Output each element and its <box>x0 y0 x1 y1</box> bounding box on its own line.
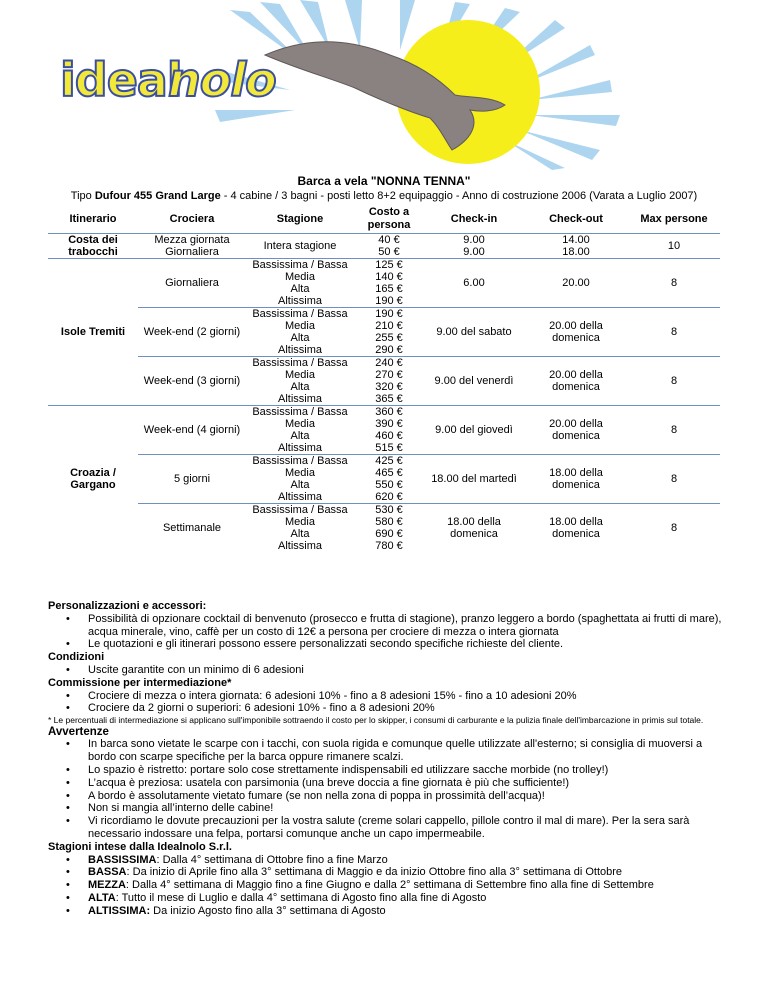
heading-commissione: Commissione per intermediazione* <box>48 676 232 689</box>
cell-checkout: 20.00 della domenica <box>524 357 628 406</box>
list-personalizzazioni <box>48 613 728 651</box>
cell-max: 8 <box>628 308 720 357</box>
list-item: • Lo spazio è ristretto: portare solo cose strettamente indispensabili ed utilizzare sacche morbide (no trolley!) <box>48 764 728 777</box>
list-item: • Possibilità di opzionare cocktail di benvenuto (prosecco e frutta di stagione), pranzo leggero a bordo (spaghettata ai frutti di mare), acqua minerale, vino, caffè per un costo di 12€ a persona per crociere di mezza o intera giornata <box>48 613 728 639</box>
list-item: • ALTA: Tutto il mese di Luglio e dalla 4° settimana di Agosto fino alla fine di Agosto <box>48 892 728 905</box>
cell-stagione: Media <box>285 467 315 479</box>
cell-stagione: Altissima <box>246 295 354 308</box>
header-logo-area <box>0 0 768 170</box>
cell-checkin: 9.00 del venerdì <box>424 357 524 406</box>
cell-stagione: Bassissima / Bassa <box>252 504 348 516</box>
list-item: • Vi ricordiamo le dovute precauzioni per la vostra salute (creme solari cappello, pillole contro il mal di mare). Per la sera sarà necessario indossare una felpa, portarsi comunque anche un capo impermeabile. <box>48 815 728 841</box>
cell-stagione: Alta <box>290 479 310 491</box>
header-costo: Costo a persona <box>354 205 424 234</box>
cell-costo: 780 € <box>375 540 403 552</box>
cell-checkin: 9.00 <box>424 246 524 259</box>
list-item: • Crociere da 2 giorni o superiori: 6 adesioni 10% - fino a 8 adesioni 20% <box>48 702 728 715</box>
table-row <box>48 259 720 272</box>
table-row <box>48 234 720 247</box>
heading-condizioni: Condizioni <box>48 651 105 664</box>
boat-model: Dufour 455 Grand Large <box>94 190 221 202</box>
header-max: Max persone <box>628 205 720 234</box>
table-row <box>48 357 720 370</box>
table-row <box>48 308 720 321</box>
cell-stagione: Altissima <box>246 491 354 504</box>
cell-checkout: 18.00 della domenica <box>549 516 603 540</box>
idealnolo-logo <box>0 0 768 170</box>
cell-costo: 320 € <box>375 381 403 393</box>
cell-stagione: Media <box>285 418 315 430</box>
cell-itinerario: Costa dei trabocchi <box>48 234 138 259</box>
cell-checkout: 20.00 <box>524 259 628 308</box>
heading-personalizzazioni: Personalizzazioni e accessori: <box>48 600 207 612</box>
list-item: • L’acqua è preziosa: usatela con parsimonia (una breve doccia a fine giornata è più che sufficiente!) <box>48 777 728 790</box>
cell-stagione: Media <box>285 516 315 528</box>
cell-checkin: 9.00 del sabato <box>424 308 524 357</box>
list-item: • BASSISSIMA: Dalla 4° settimana di Ottobre fino a fine Marzo <box>48 854 728 867</box>
cell-crociera: Week-end (3 giorni) <box>138 357 246 406</box>
cell-checkout: 18.00 della domenica <box>524 455 628 504</box>
cell-costo: 690 € <box>375 528 403 540</box>
cell-costo: 140 € <box>375 271 403 283</box>
price-table <box>48 205 720 552</box>
list-item: • Non si mangia all’interno delle cabine! <box>48 802 728 815</box>
footnote: * Le percentuali di intermediazione si applicano sull'imponibile sottraendo il costo per lo skipper, i consumi di carburante e la pulizia finale dell'imbarcazione in primis sul totale. <box>48 715 704 726</box>
cell-stagione: Alta <box>290 430 310 442</box>
list-item: • BASSA: Da inizio di Aprile fino alla 3° settimana di Maggio e da inizio Ottobre fino alla 3° settimana di Ottobre <box>48 866 728 879</box>
list-item: • MEZZA: Dalla 4° settimana di Maggio fino a fine Giugno e dalla 2° settimana di Settembre fino alla fine di Settembre <box>48 879 728 892</box>
cell-max: 8 <box>670 522 678 534</box>
list-item: • Le quotazioni e gli itinerari possono essere personalizzati secondo specifiche richieste del cliente. <box>48 638 728 651</box>
cell-crociera: Week-end (2 giorni) <box>138 308 246 357</box>
table-row <box>48 455 720 468</box>
cell-costo: 190 € <box>375 308 403 320</box>
list-item: • In barca sono vietate le scarpe con i tacchi, con suola rigida e comunque quelle utilizzate all'esterno; si consiglia di muoversi a bordo con scarpe specifiche per la barca oppure rimanere scalzi. <box>48 738 728 764</box>
logo-text-ideal: ideal <box>60 53 182 107</box>
cell-max: 8 <box>628 406 720 455</box>
cell-checkin: 6.00 <box>424 259 524 308</box>
header-itinerario: Itinerario <box>48 205 138 234</box>
table-row <box>48 406 720 419</box>
cell-max: 8 <box>628 259 720 308</box>
cell-stagione: Alta <box>290 283 310 295</box>
cell-crociera: 5 giorni <box>138 455 246 504</box>
cell-stagione: Bassissima / Bassa <box>252 357 348 369</box>
table-header-row <box>48 205 720 234</box>
cell-stagione: Alta <box>290 332 310 344</box>
cell-costo: 270 € <box>375 369 403 381</box>
list-avvertenze <box>48 738 728 840</box>
cell-stagione: Bassissima / Bassa <box>252 455 348 467</box>
cell-costo: 290 € <box>354 344 424 357</box>
cell-stagione: Bassissima / Bassa <box>252 259 348 271</box>
cell-costo: 465 € <box>375 467 403 479</box>
header-checkout: Check-out <box>524 205 628 234</box>
cell-checkin: 18.00 del martedì <box>424 455 524 504</box>
cell-stagione: Alta <box>290 381 310 393</box>
header-crociera: Crociera <box>138 205 246 234</box>
list-condizioni <box>48 664 728 677</box>
cell-costo: 620 € <box>354 491 424 504</box>
cell-checkout: 20.00 della domenica <box>524 308 628 357</box>
cell-costo: 125 € <box>375 259 403 271</box>
cell-crociera: Settimanale <box>162 522 222 534</box>
heading-stagioni: Stagioni intese dalla Idealnolo S.r.l. <box>48 840 232 853</box>
cell-stagione: Media <box>285 320 315 332</box>
cell-max: 8 <box>628 455 720 504</box>
list-item: • A bordo è assolutamente vietato fumare (se non nella zona di poppa in prossimità dell’acqua)! <box>48 790 728 803</box>
cell-stagione: Media <box>285 369 315 381</box>
list-commissione <box>48 690 728 716</box>
cell-stagione: Bassissima / Bassa <box>252 308 348 320</box>
notes-section <box>48 600 728 918</box>
cell-checkout: 14.00 <box>562 234 590 246</box>
list-item: • ALTISSIMA: Da inizio Agosto fino alla 3° settimana di Agosto <box>48 905 728 918</box>
cell-stagione: Alta <box>290 528 310 540</box>
cell-costo: 530 € <box>375 504 403 516</box>
table-row <box>48 246 720 259</box>
cell-costo: 425 € <box>375 455 403 467</box>
cell-costo: 390 € <box>375 418 403 430</box>
document-subtitle: Tipo Dufour 455 Grand Large - 4 cabine / 3 bagni - posti letto 8+2 equipaggio - Anno di costruzione 2006 (Varata a Luglio 2007) <box>70 190 698 202</box>
logo-text-nolo: nolo <box>168 53 276 107</box>
cell-costo: 210 € <box>375 320 403 332</box>
cell-crociera: Week-end (4 giorni) <box>138 406 246 455</box>
cell-checkin: 18.00 della domenica <box>447 516 501 540</box>
cell-costo: 515 € <box>354 442 424 455</box>
cell-itinerario: Croazia / Gargano <box>70 467 116 491</box>
cell-crociera: Giornaliera <box>138 246 246 259</box>
list-stagioni <box>48 854 728 918</box>
cell-costo: 190 € <box>354 295 424 308</box>
table-row <box>48 504 720 517</box>
cell-costo: 550 € <box>375 479 403 491</box>
cell-max: 10 <box>628 234 720 259</box>
cell-checkin: 9.00 del giovedì <box>424 406 524 455</box>
cell-stagione: Altissima <box>277 540 322 552</box>
cell-costo: 365 € <box>354 393 424 406</box>
list-item: • Uscite garantite con un minimo di 6 adesioni <box>48 664 728 677</box>
cell-stagione: Altissima <box>246 344 354 357</box>
cell-crociera: Mezza giornata <box>154 234 230 246</box>
cell-itinerario: Isole Tremiti <box>48 259 138 406</box>
cell-costo: 40 € <box>378 234 400 246</box>
cell-costo: 165 € <box>375 283 403 295</box>
cell-costo: 50 € <box>354 246 424 259</box>
list-item: • Crociere di mezza o intera giornata: 6 adesioni 10% - fino a 8 adesioni 15% - fino a 10 adesioni 20% <box>48 690 728 703</box>
heading-avvertenze: Avvertenze <box>48 725 109 738</box>
cell-costo: 255 € <box>375 332 403 344</box>
header-checkin: Check-in <box>424 205 524 234</box>
cell-stagione: Media <box>285 271 315 283</box>
cell-costo: 360 € <box>375 406 403 418</box>
cell-costo: 580 € <box>375 516 403 528</box>
cell-checkout: 20.00 della domenica <box>524 406 628 455</box>
cell-stagione: Altissima <box>246 442 354 455</box>
cell-max: 8 <box>628 357 720 406</box>
cell-crociera: Giornaliera <box>138 259 246 308</box>
cell-costo: 240 € <box>375 357 403 369</box>
header-stagione: Stagione <box>246 205 354 234</box>
cell-checkout: 18.00 <box>524 246 628 259</box>
cell-stagione: Intera stagione <box>246 234 354 259</box>
cell-stagione: Altissima <box>246 393 354 406</box>
cell-stagione: Bassissima / Bassa <box>252 406 348 418</box>
cell-checkin: 9.00 <box>463 234 485 246</box>
document-title: Barca a vela "NONNA TENNA" <box>297 174 471 188</box>
cell-costo: 460 € <box>375 430 403 442</box>
